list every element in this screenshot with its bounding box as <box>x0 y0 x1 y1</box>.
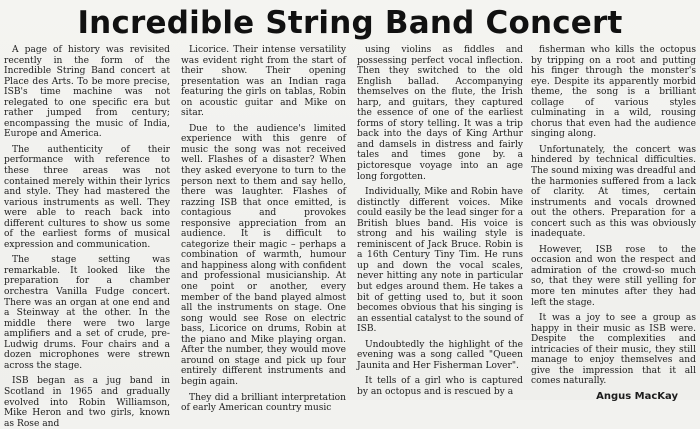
paragraph: The authenticity of their performance with reference to these three areas was not contained merely within their lyrics and style. They had mastered the various instruments as well. They were able to reach back into different cultures to show us some of the earliest forms of musical expression and communication. <box>4 144 170 250</box>
paragraph: using violins as fiddles and possessing perfect vocal inflection. Then they switched to the old English ballad. Accompanying themselves on the flute, the Irish harp, and guitars, they captured the essence of one of the earliest forms of story telling. It was a trip back into the days of King Arthur and damsels in distress and fairly tales and times gone by. a pictoresque voyage into an age long forgotten. <box>357 45 523 182</box>
paragraph: The stage setting was remarkable. It looked like the preparation for a chamber orchestra Vanilla Fudge concert. There was an organ at one end and a Steinway at the other. In the middle there were two large amplifiers and a set of crude, pre-Ludwig drums. Four chairs and a dozen microphones were strewn across the stage. <box>4 255 170 371</box>
paragraph: However, ISB rose to the occasion and won the respect and admiration of the crowd-so much so, that they were still yelling for more ten minutes after they had left the stage. <box>531 244 696 308</box>
paragraph: Individually, Mike and Robin have distinctly different voices. Mike could easily be the lead singer for a British blues band. His voice is strong and his wailing style is reminiscent of Jack Bruce. Robin is a 16th Century Tiny Tim. He runs up and down the vocal scales, never hitting any note in particular but edges around them. He takes a bit of getting used to, but it soon becomes obvious that his singing is an essential catalyst to the sound of ISB. <box>357 187 523 335</box>
paragraph: Due to the audience's limited experience with this genre of music the song was not received well. Flashes of a disaster? When they asked everyone to turn to the person next to them and say hello, there was laughter. Flashes of razzing ISB that once emitted, is contagious and provokes responsive appreciation from an audience. It is difficult to categorize their magic – perhaps a combination of warmth, humour and happiness along with confident and professional musicianship. At one point or another, every member of the band played almost all the instruments on stage. One song would see Rose on electric bass, Licorice on drums, Robin at the piano and Mike playing organ. After the number, they would move around on stage and pick up four entirely different instruments and begin again. <box>181 123 346 387</box>
column-1 <box>4 45 170 429</box>
paragraph: A page of history was revisited recently in the form of the Incredible String Band concert at Place des Arts. To be more precise, ISB's time machine was not relegated to one specific era but rather jumped from century; encompassing the music of India, Europe and America. <box>4 45 170 140</box>
column-3 <box>357 45 523 395</box>
paragraph: They did a brilliant interpretation of early American country music <box>181 392 346 414</box>
column-4 <box>531 45 696 402</box>
paragraph: fisherman who kills the octopus by tripping on a root and putting his finger through the monster's eye. Despite its apparently morbid theme, the song is a brilliant collage of various styles culminating in a wild, rousing chorus that even had the audience singing along. <box>531 45 696 140</box>
paragraph: Undoubtedly the highlight of the evening was a song called "Queen Jaunita and Her Fisherman Lover". <box>357 339 523 371</box>
paragraph: It was a joy to see a group as happy in their music as ISB were. Despite the complexities and intricacies of their music, they still manage to enjoy themselves and give the impression that it all comes naturally. <box>531 313 696 387</box>
headline: Incredible String Band Concert <box>77 5 623 41</box>
paragraph: Unfortunately, the concert was hindered by technical difficulties. The sound mixing was dreadful and the harmonies suffered from a lack of clarity. At times, certain instruments and vocals drowned out the others. Preparation for a concert such as this was obviously inadequate. <box>531 144 696 240</box>
paragraph: It tells of a girl who is captured by an octopus and is rescued by a <box>357 376 523 397</box>
paragraph: Licorice. Their intense versatility was evident right from the start of their show. Their opening presentation was an Indian raga featuring the girls on tablas, Robin on acoustic guitar and Mike on sitar. <box>181 45 346 119</box>
paragraph: ISB began as a jug band in Scotland in 1965 and gradually evolved into Robin Williamson, Mike Heron and two girls, known as Rose and <box>4 376 170 429</box>
column-2 <box>181 45 346 414</box>
byline: Angus MacKay <box>596 390 678 402</box>
